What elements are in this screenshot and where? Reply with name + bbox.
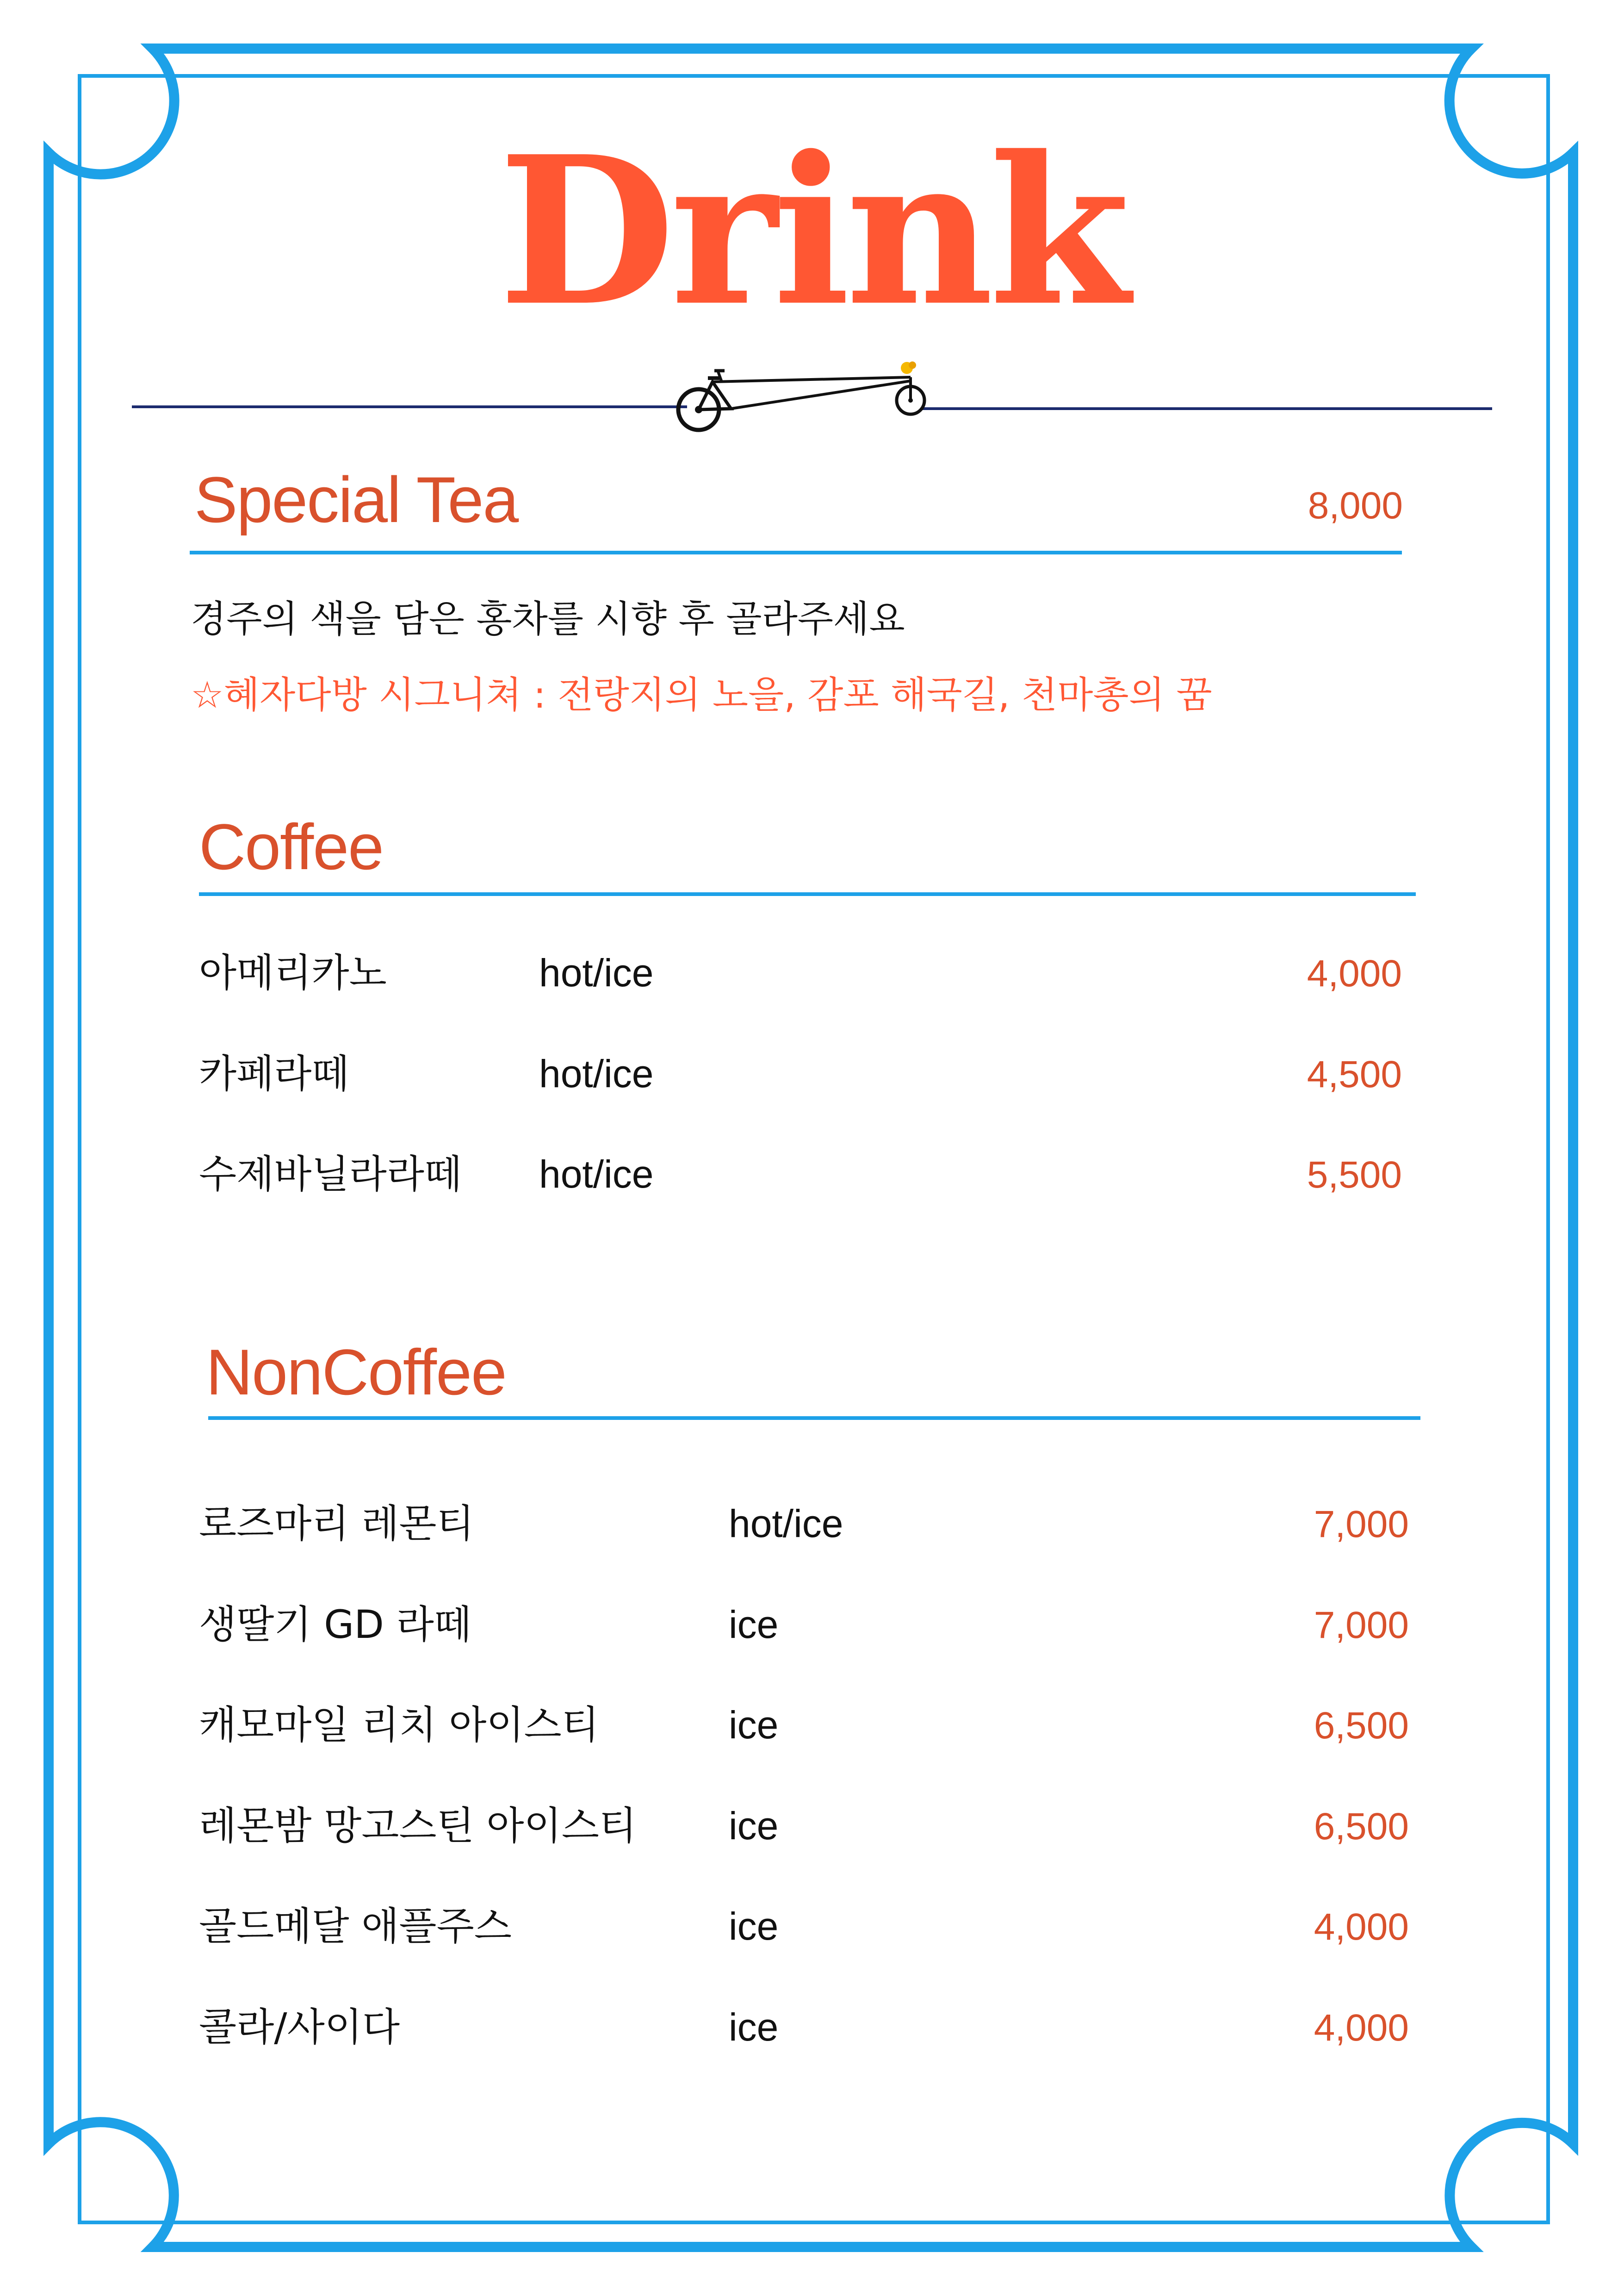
- noncoffee-item-temp: ice: [729, 2005, 779, 2049]
- coffee-item-name: 아메리카노: [199, 950, 387, 996]
- coffee-item-temp: hot/ice: [539, 1152, 654, 1196]
- noncoffee-item-price: 7,000: [1314, 1503, 1409, 1545]
- noncoffee-item-name: 생딸기 GD 라떼: [199, 1602, 471, 1647]
- coffee-item-name: 수제바닐라라떼: [199, 1151, 462, 1197]
- coffee-item-name: 카페라떼: [199, 1051, 349, 1096]
- noncoffee-item-price: 6,500: [1314, 1805, 1409, 1848]
- noncoffee-item-price: 7,000: [1314, 1604, 1409, 1646]
- special-tea-description: 경주의 색을 담은 홍차를 시향 후 골라주세요: [191, 597, 905, 641]
- section-title-special-tea: Special Tea: [194, 463, 518, 536]
- noncoffee-item-name: 레몬밤 망고스틴 아이스티: [199, 1803, 637, 1848]
- coffee-item-temp: hot/ice: [539, 1052, 654, 1095]
- noncoffee-item-name: 콜라/사이다: [199, 2004, 400, 2050]
- noncoffee-item-price: 4,000: [1314, 2007, 1409, 2049]
- noncoffee-item-temp: ice: [729, 1703, 779, 1747]
- noncoffee-item-name: 골드메달 애플주스: [199, 1904, 512, 1949]
- section-title-noncoffee: NonCoffee: [206, 1336, 506, 1408]
- noncoffee-item-temp: ice: [729, 1603, 779, 1646]
- noncoffee-item-name: 캐모마일 리치 아이스티: [199, 1702, 599, 1748]
- bicycle-icon: [676, 354, 935, 437]
- coffee-rule: [199, 892, 1416, 896]
- divider-right: [921, 407, 1492, 410]
- coffee-item-temp: hot/ice: [539, 951, 654, 995]
- page-title: Drink: [498, 112, 1126, 351]
- special-tea-price: 8,000: [1308, 485, 1403, 527]
- coffee-item-price: 5,500: [1307, 1154, 1402, 1196]
- noncoffee-item-temp: ice: [729, 1904, 779, 1948]
- noncoffee-rule: [208, 1416, 1420, 1420]
- noncoffee-item-temp: hot/ice: [729, 1502, 843, 1545]
- special-tea-rule: [190, 551, 1402, 554]
- section-title-coffee: Coffee: [199, 810, 383, 883]
- noncoffee-item-price: 4,000: [1314, 1906, 1409, 1948]
- noncoffee-item-temp: ice: [729, 1804, 779, 1848]
- noncoffee-item-price: 6,500: [1314, 1705, 1409, 1747]
- coffee-item-price: 4,500: [1307, 1053, 1402, 1095]
- noncoffee-item-name: 로즈마리 레몬티: [199, 1501, 474, 1546]
- coffee-item-price: 4,000: [1307, 952, 1402, 995]
- special-tea-signature: ☆혜자다방 시그니쳐 : 전랑지의 노을, 감포 해국길, 천마총의 꿈: [191, 673, 1212, 716]
- divider-left: [132, 405, 687, 408]
